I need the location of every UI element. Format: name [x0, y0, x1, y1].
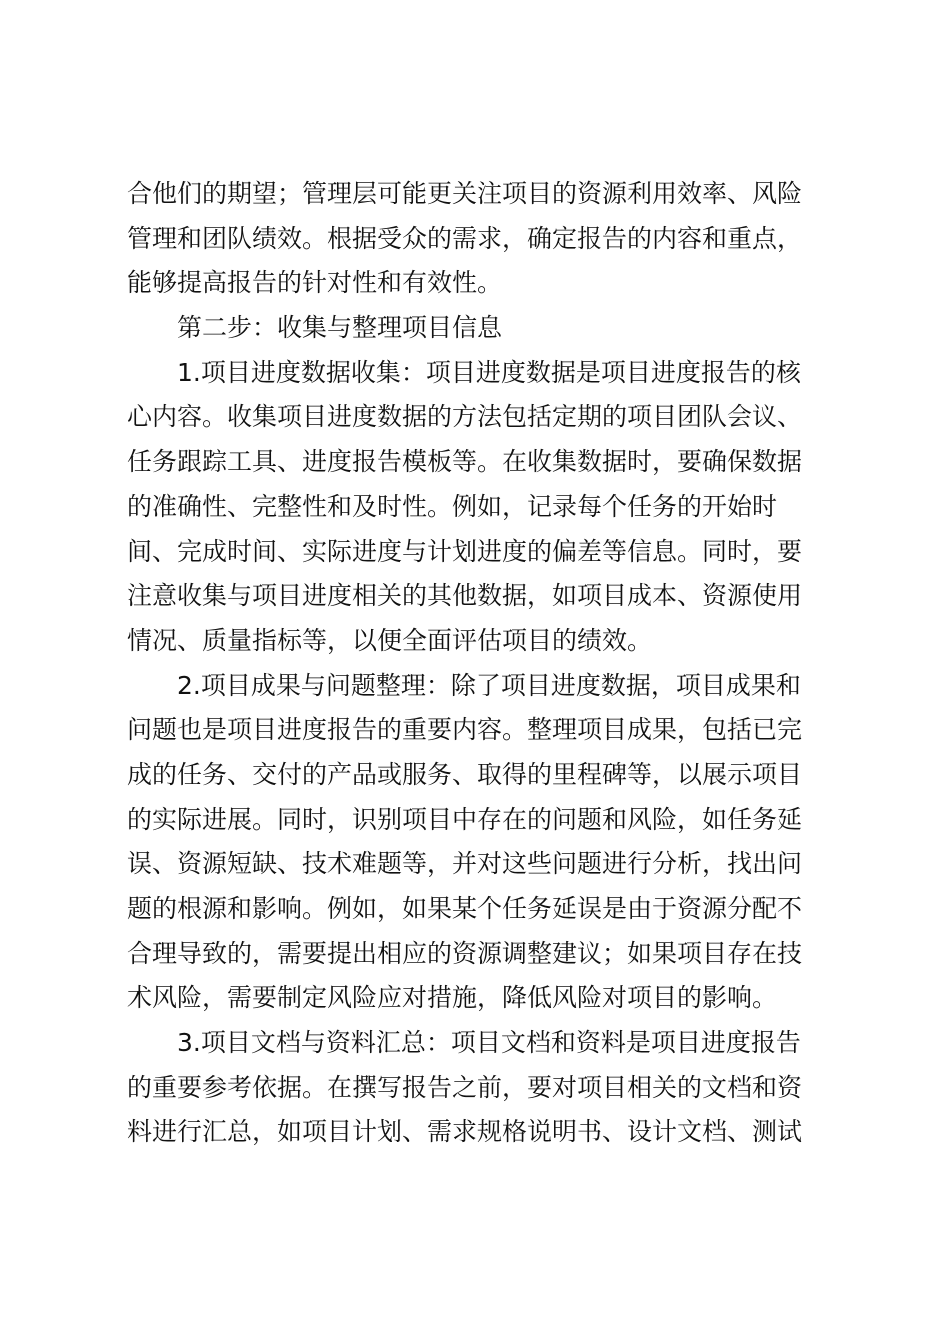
text-line-22: 料进行汇总，如项目计划、需求规格说明书、设计文档、测试: [127, 1117, 803, 1147]
text-line-11: 情况、质量指标等，以便全面评估项目的绩效。: [127, 625, 653, 655]
text-line-17: 题的根源和影响。例如，如果某个任务延误是由于资源分配不: [127, 894, 803, 923]
text-line-14: 成的任务、交付的产品或服务、取得的里程碑等，以展示项目: [127, 759, 803, 789]
text-line-1: 合他们的期望；管理层可能更关注项目的资源利用效率、风险: [127, 179, 803, 208]
text-line-13: 问题也是项目进度报告的重要内容。整理项目成果，包括已完: [127, 715, 803, 745]
document-body: [127, 172, 823, 1155]
text-line-8: 的准确性、完整性和及时性。例如，记录每个任务的开始时: [127, 491, 778, 521]
text-line-21: 的重要参考依据。在撰写报告之前，要对项目相关的文档和资: [127, 1072, 803, 1102]
item-2-first-line: 2.项目成果与问题整理：除了项目进度数据，项目成果和: [177, 670, 801, 700]
text-line-9: 间、完成时间、实际进度与计划进度的偏差等信息。同时，要: [127, 536, 803, 566]
text-line-2: 管理和团队绩效。根据受众的需求，确定报告的内容和重点，: [127, 223, 803, 253]
text-line-18: 合理导致的，需要提出相应的资源调整建议；如果项目存在技: [127, 938, 803, 968]
text-line-7: 任务跟踪工具、进度报告模板等。在收集数据时，要确保数据: [127, 447, 803, 477]
item-3-first-line: 3.项目文档与资料汇总：项目文档和资料是项目进度报告: [177, 1028, 801, 1058]
text-line-16: 误、资源短缺、技术难题等，并对这些问题进行分析，找出问: [127, 849, 803, 879]
text-line-10: 注意收集与项目进度相关的其他数据，如项目成本、资源使用: [127, 581, 803, 611]
item-1-first-line: 1.项目进度数据收集：项目进度数据是项目进度报告的核: [177, 357, 801, 387]
text-line-3: 能够提高报告的针对性和有效性。: [127, 268, 503, 298]
text-line-6: 心内容。收集项目进度数据的方法包括定期的项目团队会议、: [127, 402, 803, 432]
text-line-15: 的实际进展。同时，识别项目中存在的问题和风险，如任务延: [127, 804, 803, 834]
section-heading-step-two: 第二步：收集与整理项目信息: [177, 313, 503, 343]
text-line-19: 术风险，需要制定风险应对措施，降低风险对项目的影响。: [127, 983, 778, 1013]
